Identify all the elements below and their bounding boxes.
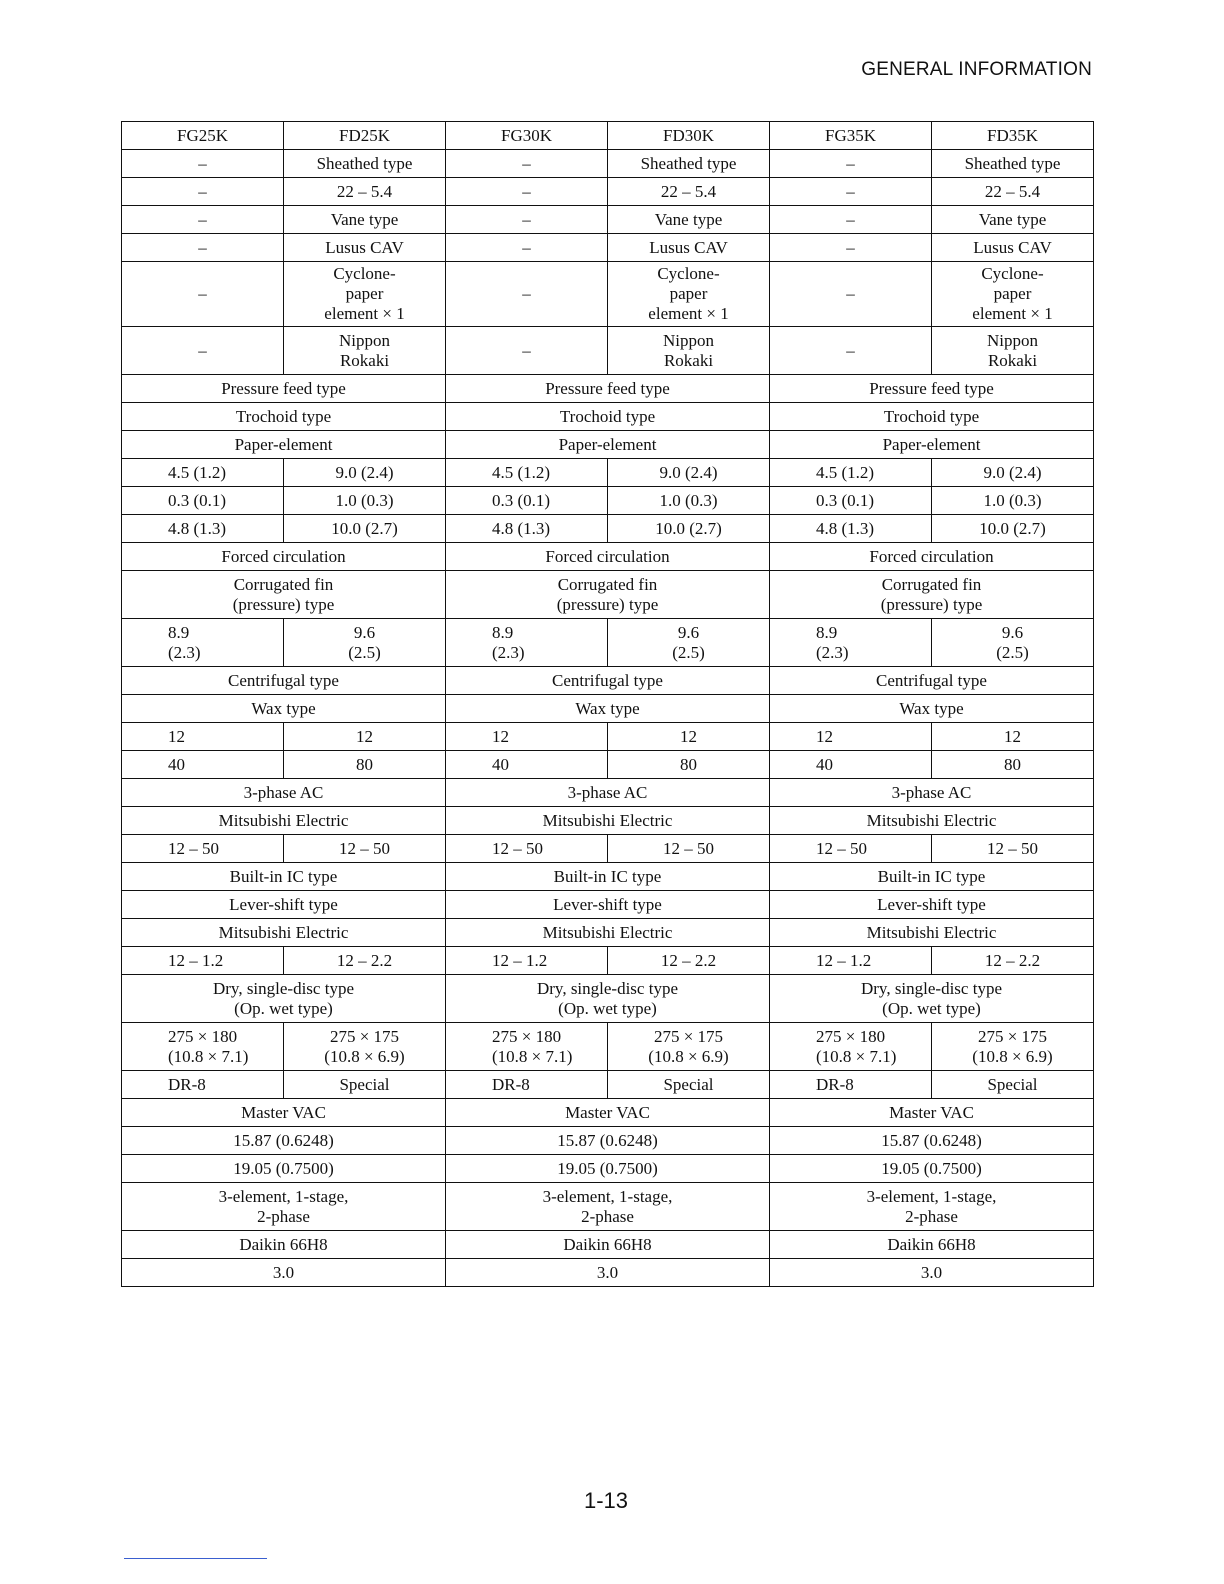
table-row <box>122 234 1094 262</box>
table-cell: 0.3 (0.1) <box>770 487 932 515</box>
table-cell: Built-in IC type <box>446 863 770 891</box>
table-cell: 12 – 1.2 <box>446 947 608 975</box>
table-cell: Pressure feed type <box>446 375 770 403</box>
table-cell: Special <box>608 1071 770 1099</box>
cell-line: 3-element, 1-stage, <box>218 1186 349 1206</box>
table-row <box>122 571 1094 619</box>
table-cell: 12 – 2.2 <box>284 947 446 975</box>
table-cell <box>122 1023 284 1071</box>
page-number: 1-13 <box>583 1488 629 1513</box>
table-row <box>122 375 1094 403</box>
table-cell: Trochoid type <box>122 403 446 431</box>
table-row <box>122 975 1094 1023</box>
table-cell: 40 <box>122 751 284 779</box>
table-cell: – <box>770 178 932 206</box>
table-cell: 12 <box>122 723 284 751</box>
table-cell: 1.0 (0.3) <box>932 487 1094 515</box>
cell-line: paper <box>669 284 708 303</box>
table-cell: 4.5 (1.2) <box>770 459 932 487</box>
table-cell: 40 <box>770 751 932 779</box>
table-cell <box>446 571 770 619</box>
table-cell: 12 <box>446 723 608 751</box>
cell-line: 2-phase <box>905 1206 958 1226</box>
table-cell: Master VAC <box>770 1099 1094 1127</box>
table-row <box>122 1183 1094 1231</box>
table-row <box>122 122 1094 150</box>
model-header-cell: FG35K <box>770 122 932 150</box>
table-cell <box>932 327 1094 375</box>
table-cell: Master VAC <box>122 1099 446 1127</box>
table-cell: 80 <box>932 751 1094 779</box>
table-cell <box>122 975 446 1023</box>
table-cell: 4.8 (1.3) <box>770 515 932 543</box>
table-row <box>122 206 1094 234</box>
table-cell <box>608 327 770 375</box>
table-row <box>122 1023 1094 1071</box>
table-cell: Paper-element <box>770 431 1094 459</box>
table-cell: 12 – 2.2 <box>932 947 1094 975</box>
cell-line: paper <box>993 284 1032 303</box>
table-cell: DR-8 <box>770 1071 932 1099</box>
table-cell: 9.0 (2.4) <box>284 459 446 487</box>
table-cell: Wax type <box>770 695 1094 723</box>
table-cell: Trochoid type <box>446 403 770 431</box>
cell-line: (2.5) <box>996 642 1029 662</box>
cell-line: (2.5) <box>672 642 705 662</box>
table-row <box>122 723 1094 751</box>
table-row <box>122 1259 1094 1287</box>
cell-line: Rokaki <box>663 350 714 370</box>
cell-line: Dry, single-disc type <box>860 978 1002 998</box>
table-cell: – <box>446 327 608 375</box>
table-row <box>122 515 1094 543</box>
table-cell: Mitsubishi Electric <box>770 807 1094 835</box>
table-cell: 12 <box>284 723 446 751</box>
cell-line: Cyclone- <box>981 264 1044 283</box>
table-cell: 4.5 (1.2) <box>446 459 608 487</box>
table-cell: – <box>770 206 932 234</box>
table-cell: 3-phase AC <box>446 779 770 807</box>
table-cell: 12 – 50 <box>446 835 608 863</box>
cell-line: (pressure) type <box>880 594 983 614</box>
cell-line: Nippon <box>663 330 714 350</box>
table-cell <box>284 262 446 327</box>
table-row <box>122 695 1094 723</box>
table-cell: Pressure feed type <box>770 375 1094 403</box>
cell-line: (10.8 × 6.9) <box>648 1046 729 1066</box>
cell-line: Rokaki <box>987 350 1038 370</box>
table-cell: 9.0 (2.4) <box>608 459 770 487</box>
cell-line: 3-element, 1-stage, <box>542 1186 673 1206</box>
table-cell <box>122 619 284 667</box>
table-cell: 19.05 (0.7500) <box>122 1155 446 1183</box>
table-cell: 12 <box>932 723 1094 751</box>
table-cell: Sheathed type <box>608 150 770 178</box>
cell-line: Corrugated fin <box>557 574 658 594</box>
table-row <box>122 1071 1094 1099</box>
table-cell: Mitsubishi Electric <box>446 919 770 947</box>
table-row <box>122 835 1094 863</box>
table-cell: Special <box>284 1071 446 1099</box>
table-cell: Vane type <box>608 206 770 234</box>
cell-line: 8.9 <box>816 622 838 642</box>
table-row <box>122 751 1094 779</box>
table-cell <box>770 619 932 667</box>
table-cell <box>932 619 1094 667</box>
table-cell <box>284 1023 446 1071</box>
table-cell: 80 <box>284 751 446 779</box>
table-cell: Wax type <box>122 695 446 723</box>
table-cell: DR-8 <box>446 1071 608 1099</box>
table-cell: 3.0 <box>770 1259 1094 1287</box>
table-row <box>122 667 1094 695</box>
table-row <box>122 1127 1094 1155</box>
table-row <box>122 1231 1094 1259</box>
table-cell: 12 – 50 <box>932 835 1094 863</box>
table-cell: – <box>446 150 608 178</box>
table-cell: 10.0 (2.7) <box>284 515 446 543</box>
table-cell <box>770 1183 1094 1231</box>
table-cell: 12 <box>770 723 932 751</box>
cell-line: 275 × 180 <box>168 1026 238 1046</box>
table-row <box>122 947 1094 975</box>
table-cell: 3.0 <box>446 1259 770 1287</box>
table-row <box>122 403 1094 431</box>
table-cell: – <box>770 234 932 262</box>
table-row <box>122 178 1094 206</box>
cell-line: Nippon <box>339 330 390 350</box>
cell-line: 275 × 175 <box>977 1026 1048 1046</box>
table-cell: 19.05 (0.7500) <box>446 1155 770 1183</box>
cell-line: paper <box>345 284 384 303</box>
table-cell: Paper-element <box>446 431 770 459</box>
table-cell: – <box>446 178 608 206</box>
table-cell: Forced circulation <box>446 543 770 571</box>
table-row <box>122 487 1094 515</box>
table-cell: 3-phase AC <box>770 779 1094 807</box>
cell-line: 275 × 175 <box>329 1026 400 1046</box>
cell-line: Cyclone- <box>657 264 720 283</box>
table-cell <box>122 1183 446 1231</box>
table-cell: 15.87 (0.6248) <box>770 1127 1094 1155</box>
table-cell: Daikin 66H8 <box>122 1231 446 1259</box>
table-cell: Wax type <box>446 695 770 723</box>
table-cell: – <box>122 178 284 206</box>
table-row <box>122 543 1094 571</box>
table-cell: Lever-shift type <box>446 891 770 919</box>
table-row <box>122 919 1094 947</box>
model-header-cell: FG25K <box>122 122 284 150</box>
cell-line: 275 × 180 <box>492 1026 562 1046</box>
cell-line: 275 × 175 <box>653 1026 724 1046</box>
cell-line: Nippon <box>987 330 1038 350</box>
table-cell: – <box>122 234 284 262</box>
table-cell <box>122 571 446 619</box>
table-cell: – <box>122 262 284 327</box>
table-cell: Mitsubishi Electric <box>122 807 446 835</box>
table-row <box>122 150 1094 178</box>
table-cell <box>608 1023 770 1071</box>
cell-line: 9.6 <box>1001 622 1024 642</box>
table-cell: 12 – 1.2 <box>122 947 284 975</box>
table-cell: 12 – 50 <box>608 835 770 863</box>
table-row <box>122 891 1094 919</box>
cell-line: 275 × 180 <box>816 1026 886 1046</box>
table-cell: Lever-shift type <box>770 891 1094 919</box>
table-cell: 1.0 (0.3) <box>608 487 770 515</box>
footer-rule <box>124 1558 267 1559</box>
model-header-cell: FG30K <box>446 122 608 150</box>
table-cell: 12 – 2.2 <box>608 947 770 975</box>
cell-line: 9.6 <box>677 622 700 642</box>
cell-line: Rokaki <box>339 350 390 370</box>
model-header-cell: FD30K <box>608 122 770 150</box>
table-row <box>122 459 1094 487</box>
cell-line: (10.8 × 7.1) <box>492 1046 573 1066</box>
table-cell: Sheathed type <box>932 150 1094 178</box>
table-cell: 1.0 (0.3) <box>284 487 446 515</box>
cell-line: (Op. wet type) <box>558 998 657 1018</box>
table-cell: Paper-element <box>122 431 446 459</box>
table-cell: Vane type <box>284 206 446 234</box>
table-row <box>122 431 1094 459</box>
cell-line: (pressure) type <box>556 594 659 614</box>
table-cell: Mitsubishi Electric <box>122 919 446 947</box>
table-cell: – <box>446 206 608 234</box>
table-cell: DR-8 <box>122 1071 284 1099</box>
table-cell <box>770 1023 932 1071</box>
table-cell: – <box>770 327 932 375</box>
table-cell <box>608 619 770 667</box>
cell-line: element × 1 <box>972 304 1053 323</box>
table-cell <box>446 1183 770 1231</box>
table-cell: 19.05 (0.7500) <box>770 1155 1094 1183</box>
cell-line: Corrugated fin <box>233 574 334 594</box>
cell-line: (Op. wet type) <box>234 998 333 1018</box>
table-cell: – <box>446 262 608 327</box>
table-cell: Lusus CAV <box>284 234 446 262</box>
table-cell <box>932 262 1094 327</box>
table-cell: Forced circulation <box>122 543 446 571</box>
table-cell <box>770 571 1094 619</box>
table-row <box>122 863 1094 891</box>
table-row <box>122 1099 1094 1127</box>
table-cell: Pressure feed type <box>122 375 446 403</box>
table-cell: 15.87 (0.6248) <box>446 1127 770 1155</box>
cell-line: Corrugated fin <box>881 574 982 594</box>
specification-table <box>121 121 1094 1287</box>
table-row <box>122 262 1094 327</box>
table-cell: 10.0 (2.7) <box>608 515 770 543</box>
cell-line: (10.8 × 7.1) <box>168 1046 249 1066</box>
cell-line: (2.3) <box>492 642 525 662</box>
table-cell <box>446 1023 608 1071</box>
cell-line: (Op. wet type) <box>882 998 981 1018</box>
cell-line: (2.5) <box>348 642 381 662</box>
cell-line: 2-phase <box>257 1206 310 1226</box>
table-cell: 9.0 (2.4) <box>932 459 1094 487</box>
table-cell: Built-in IC type <box>770 863 1094 891</box>
table-cell: – <box>122 327 284 375</box>
cell-line: (10.8 × 7.1) <box>816 1046 897 1066</box>
cell-line: element × 1 <box>324 304 405 323</box>
table-cell: 12 – 1.2 <box>770 947 932 975</box>
cell-line: Dry, single-disc type <box>212 978 354 998</box>
table-cell: 12 – 50 <box>122 835 284 863</box>
table-cell: 12 <box>608 723 770 751</box>
table-cell: Daikin 66H8 <box>446 1231 770 1259</box>
table-cell: 22 – 5.4 <box>284 178 446 206</box>
table-cell: Master VAC <box>446 1099 770 1127</box>
table-cell: 3-phase AC <box>122 779 446 807</box>
table-row <box>122 779 1094 807</box>
cell-line: (10.8 × 6.9) <box>324 1046 405 1066</box>
table-cell <box>284 327 446 375</box>
cell-line: 8.9 <box>492 622 514 642</box>
table-cell: Lever-shift type <box>122 891 446 919</box>
table-cell: – <box>122 150 284 178</box>
table-row <box>122 619 1094 667</box>
table-cell: Built-in IC type <box>122 863 446 891</box>
cell-line: 3-element, 1-stage, <box>866 1186 997 1206</box>
cell-line: 8.9 <box>168 622 190 642</box>
table-cell: 22 – 5.4 <box>608 178 770 206</box>
table-cell <box>446 975 770 1023</box>
table-row <box>122 807 1094 835</box>
table-cell: Daikin 66H8 <box>770 1231 1094 1259</box>
table-cell: 4.8 (1.3) <box>446 515 608 543</box>
table-cell: 4.8 (1.3) <box>122 515 284 543</box>
cell-line: (2.3) <box>168 642 201 662</box>
table-cell: 15.87 (0.6248) <box>122 1127 446 1155</box>
cell-line: 9.6 <box>353 622 376 642</box>
cell-line: (pressure) type <box>232 594 335 614</box>
table-cell <box>770 975 1094 1023</box>
table-cell: Vane type <box>932 206 1094 234</box>
table-cell: 3.0 <box>122 1259 446 1287</box>
cell-line: (2.3) <box>816 642 849 662</box>
model-header-cell: FD25K <box>284 122 446 150</box>
table-cell: Special <box>932 1071 1094 1099</box>
table-cell: Mitsubishi Electric <box>770 919 1094 947</box>
table-cell: – <box>770 150 932 178</box>
table-cell <box>284 619 446 667</box>
table-cell <box>608 262 770 327</box>
table-cell: 80 <box>608 751 770 779</box>
table-cell <box>446 619 608 667</box>
table-cell: Trochoid type <box>770 403 1094 431</box>
model-header-cell: FD35K <box>932 122 1094 150</box>
table-cell: 22 – 5.4 <box>932 178 1094 206</box>
table-cell: Lusus CAV <box>932 234 1094 262</box>
table-cell: 4.5 (1.2) <box>122 459 284 487</box>
table-row <box>122 1155 1094 1183</box>
table-cell: 40 <box>446 751 608 779</box>
table-cell: Sheathed type <box>284 150 446 178</box>
table-cell: 10.0 (2.7) <box>932 515 1094 543</box>
table-row <box>122 327 1094 375</box>
table-cell: – <box>770 262 932 327</box>
cell-line: element × 1 <box>648 304 729 323</box>
cell-line: Cyclone- <box>333 264 396 283</box>
table-cell: 0.3 (0.1) <box>446 487 608 515</box>
table-cell: 12 – 50 <box>284 835 446 863</box>
table-cell: Lusus CAV <box>608 234 770 262</box>
table-cell: Centrifugal type <box>122 667 446 695</box>
cell-line: (10.8 × 6.9) <box>972 1046 1053 1066</box>
cell-line: 2-phase <box>581 1206 634 1226</box>
cell-line: Dry, single-disc type <box>536 978 678 998</box>
table-cell <box>932 1023 1094 1071</box>
table-cell: 0.3 (0.1) <box>122 487 284 515</box>
table-cell: – <box>446 234 608 262</box>
table-cell: – <box>122 206 284 234</box>
table-cell: 12 – 50 <box>770 835 932 863</box>
table-cell: Forced circulation <box>770 543 1094 571</box>
table-cell: Mitsubishi Electric <box>446 807 770 835</box>
section-header: GENERAL INFORMATION <box>861 59 1092 80</box>
table-cell: Centrifugal type <box>446 667 770 695</box>
table-cell: Centrifugal type <box>770 667 1094 695</box>
